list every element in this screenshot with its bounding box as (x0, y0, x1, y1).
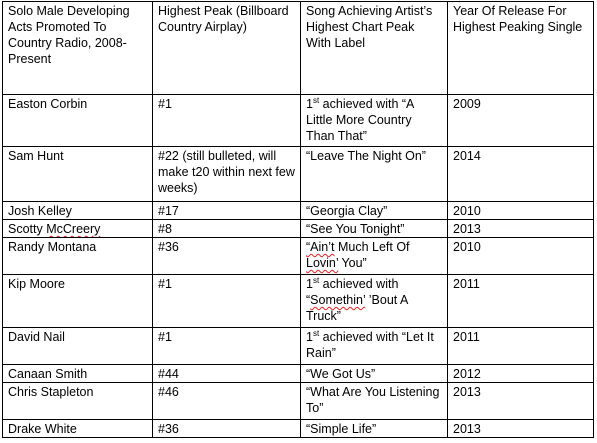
peak-cell: #36 (153, 420, 301, 438)
artist-cell: Randy Montana (3, 238, 153, 275)
peak-cell: #1 (153, 95, 301, 147)
song-cell: 1st achieved with “A Little More Country Than That” (301, 95, 448, 147)
song-cell: “What Are You Listening To” (301, 383, 448, 420)
country-radio-table (2, 1, 594, 438)
year-cell: 2010 (448, 238, 594, 275)
artist-cell: Canaan Smith (3, 365, 153, 383)
year-cell: 2013 (448, 383, 594, 420)
artist-cell: Drake White (3, 420, 153, 438)
table-row (3, 365, 594, 383)
song-cell: “Georgia Clay” (301, 202, 448, 220)
header-song: Song Achieving Artist’s Highest Chart Peak With Label (301, 2, 448, 95)
artist-cell: Easton Corbin (3, 95, 153, 147)
year-cell: 2013 (448, 420, 594, 438)
table-row (3, 383, 594, 420)
artist-cell: Josh Kelley (3, 202, 153, 220)
table-row (3, 238, 594, 275)
year-cell: 2011 (448, 275, 594, 328)
song-cell: 1st achieved with “Somethin’ ’Bout A Truck” (301, 275, 448, 328)
year-cell: 2013 (448, 220, 594, 238)
peak-cell: #22 (still bulleted, will make t20 within next few weeks) (153, 147, 301, 202)
header-peak: Highest Peak (Billboard Country Airplay) (153, 2, 301, 95)
peak-cell: #44 (153, 365, 301, 383)
table-row (3, 275, 594, 328)
artist-cell: Kip Moore (3, 275, 153, 328)
header-artist: Solo Male Developing Acts Promoted To Country Radio, 2008-Present (3, 2, 153, 95)
table-row (3, 95, 594, 147)
song-cell: “See You Tonight” (301, 220, 448, 238)
year-cell: 2009 (448, 95, 594, 147)
year-cell: 2012 (448, 365, 594, 383)
peak-cell: #8 (153, 220, 301, 238)
song-cell: “Simple Life” (301, 420, 448, 438)
table-row (3, 220, 594, 238)
song-cell: 1st achieved with “Let It Rain” (301, 328, 448, 365)
year-cell: 2011 (448, 328, 594, 365)
year-cell: 2014 (448, 147, 594, 202)
artist-cell: David Nail (3, 328, 153, 365)
peak-cell: #46 (153, 383, 301, 420)
peak-cell: #1 (153, 328, 301, 365)
artist-cell: Sam Hunt (3, 147, 153, 202)
header-row (3, 2, 594, 95)
song-cell: “We Got Us” (301, 365, 448, 383)
table-row (3, 147, 594, 202)
table-row (3, 202, 594, 220)
song-cell: “Leave The Night On” (301, 147, 448, 202)
table-row (3, 420, 594, 438)
peak-cell: #17 (153, 202, 301, 220)
peak-cell: #36 (153, 238, 301, 275)
peak-cell: #1 (153, 275, 301, 328)
song-cell: “Ain’t Much Left Of Lovin’ You” (301, 238, 448, 275)
year-cell: 2010 (448, 202, 594, 220)
header-year: Year Of Release For Highest Peaking Single (448, 2, 594, 95)
artist-cell: Chris Stapleton (3, 383, 153, 420)
table-row (3, 328, 594, 365)
artist-cell: Scotty McCreery (3, 220, 153, 238)
